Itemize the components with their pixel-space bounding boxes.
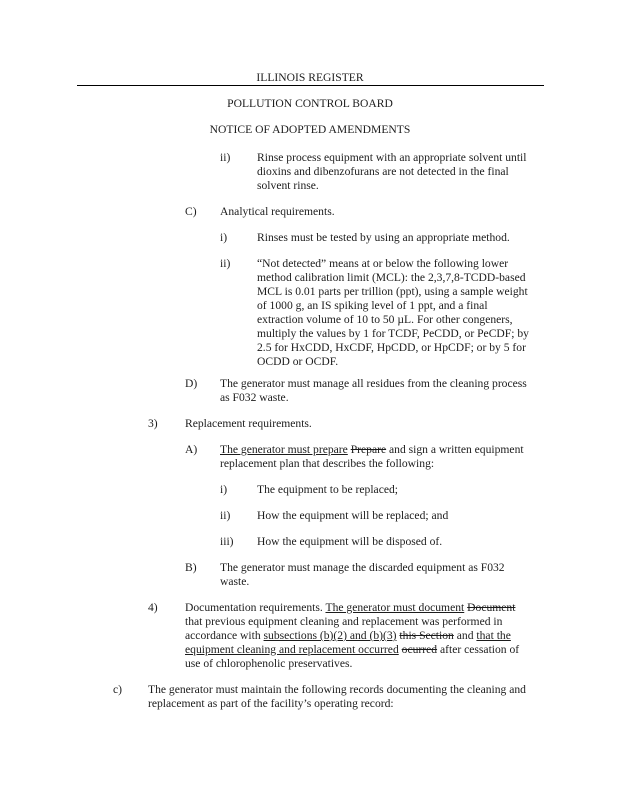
- c-ii-line4: of 1000 g, an IS spiking level of 1 ppt, and a final: [257, 299, 488, 312]
- c-i-text: Rinses must be tested by using an appropriate method.: [257, 231, 510, 244]
- section-c-lower-label: c): [113, 683, 123, 696]
- section-d-line2: as F032 waste.: [220, 391, 289, 404]
- item3-iii-number: iii): [220, 535, 234, 548]
- item3-iii-text: How the equipment will be disposed of.: [257, 535, 443, 548]
- item3-b-label: B): [185, 561, 197, 574]
- item3-b-line1: The generator must manage the discarded equipment as F032: [220, 561, 505, 574]
- inserted-text: The generator must prepare: [220, 443, 348, 456]
- item4-line1: [185, 601, 515, 616]
- item4-number: 4): [148, 601, 158, 614]
- item3-i-text: The equipment to be replaced;: [257, 483, 398, 496]
- item4-line4: [185, 643, 519, 658]
- item3-ii-number: ii): [220, 509, 231, 522]
- c-ii-line7: 2.5 for HxCDD, HxCDF, HpCDD, or HpCDF; or by 5 for: [257, 341, 526, 354]
- item3-ii-text: How the equipment will be replaced; and: [257, 509, 449, 522]
- header-rule: [77, 85, 544, 86]
- deleted-text: Prepare: [350, 443, 387, 456]
- item3-a-line1: [220, 443, 524, 458]
- deleted-text: ocurred: [401, 643, 438, 656]
- section-c-label: C): [185, 205, 197, 218]
- item3-number: 3): [148, 417, 158, 430]
- rinse-ii-number: ii): [220, 151, 231, 164]
- c-ii-line8: OCDD or OCDF.: [257, 355, 339, 368]
- inserted-text: that the: [476, 629, 511, 642]
- rinse-ii-line3: solvent rinse.: [257, 179, 319, 192]
- section-d-label: D): [185, 377, 198, 390]
- rinse-ii-line2: dioxins and dibenzofurans are not detected in the final: [257, 165, 509, 178]
- item4-line5: use of chlorophenolic preservatives.: [185, 657, 353, 670]
- section-c-text: Analytical requirements.: [220, 205, 335, 218]
- deleted-text: this Section: [399, 629, 454, 642]
- item3-i-number: i): [220, 483, 228, 496]
- item3-a-rest: and sign a written equipment: [389, 443, 524, 456]
- c-i-number: i): [220, 231, 228, 244]
- inserted-text: equipment cleaning and replacement occurred: [185, 643, 399, 656]
- item3-b-line2: waste.: [220, 575, 250, 588]
- c-ii-number: ii): [220, 257, 231, 270]
- inserted-text: subsections (b)(2) and (b)(3): [263, 629, 397, 642]
- c-ii-line3: MCL is 0.01 parts per trillion (ppt), using a sample weight: [257, 285, 528, 298]
- board-title: POLLUTION CONTROL BOARD: [227, 97, 393, 110]
- c-ii-line2: method calibration limit (MCL): the 2,3,7,8-TCDD-based: [257, 271, 526, 284]
- item4-l3-and: and: [456, 629, 477, 642]
- item4-line3: [185, 629, 511, 644]
- item4-l3-start: accordance with: [185, 629, 264, 642]
- section-c-lower-line2: replacement as part of the facility’s operating record:: [148, 697, 394, 710]
- section-c-lower-line1: The generator must maintain the following records documenting the cleaning and: [148, 683, 526, 696]
- deleted-text: Document: [467, 601, 516, 614]
- item3-text: Replacement requirements.: [185, 417, 312, 430]
- item3-a-line2: replacement plan that describes the following:: [220, 457, 435, 470]
- item3-a-label: A): [185, 443, 198, 456]
- item4-line2: that previous equipment cleaning and replacement was performed in: [185, 615, 503, 628]
- notice-title: NOTICE OF ADOPTED AMENDMENTS: [209, 123, 411, 136]
- register-title: ILLINOIS REGISTER: [256, 71, 364, 84]
- c-ii-line6: multiply the values by 1 for TCDF, PeCDD, or PeCDF; by: [257, 327, 529, 340]
- c-ii-line1: “Not detected” means at or below the following lower: [257, 257, 509, 270]
- item4-heading: Documentation requirements.: [185, 601, 326, 614]
- item4-l4-rest: after cessation of: [439, 643, 520, 656]
- section-d-line1: The generator must manage all residues from the cleaning process: [220, 377, 527, 390]
- c-ii-line5: extraction volume of 10 to 50 µL. For other congeners,: [257, 313, 513, 326]
- rinse-ii-line1: Rinse process equipment with an appropriate solvent until: [257, 151, 527, 164]
- inserted-text: The generator must document: [325, 601, 465, 614]
